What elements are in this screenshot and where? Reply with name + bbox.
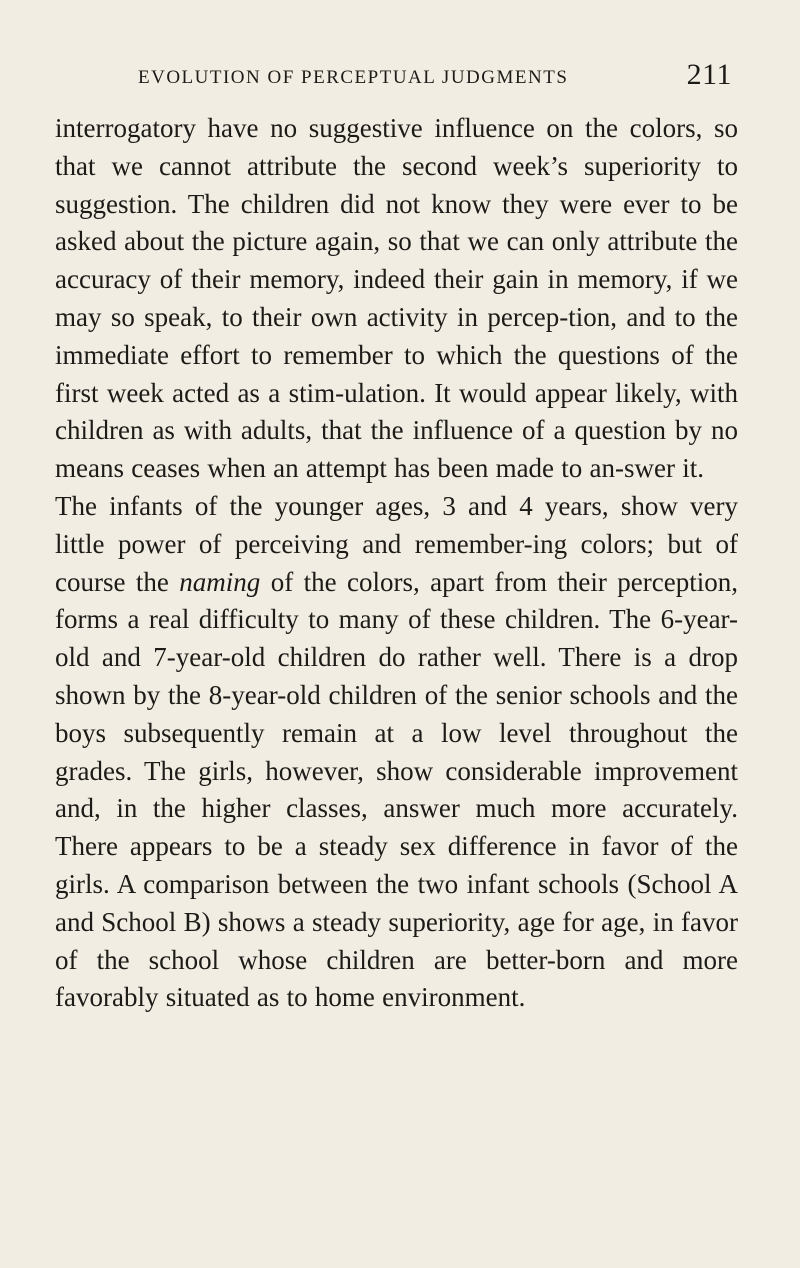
paragraph-2-text-start: The infants of the younger ages, 3 and 4 years, show very little power of perceiving and remember-ing colors; but of course the	[55, 490, 738, 597]
paragraph-1: interrogatory have no suggestive influence on the colors, so that we cannot attribute the second week’s superiority to suggestion. The children did not know they were ever to be asked about the picture again, so that we can only attribute the accuracy of their memory, indeed their gain in memory, if we may so speak, to their own activity in percep-tion, and to the immediate effort to remember to which the questions of the first week acted as a stim-ulation. It would appear likely, with children as with adults, that the influence of a question by no means ceases when an attempt has been made to an-swer it.	[55, 113, 738, 484]
paragraph-2-italic-word: naming	[179, 566, 261, 597]
running-title: EVOLUTION OF PERCEPTUAL JUDGMENTS	[138, 67, 569, 88]
paragraph-2-text-end: of the colors, apart from their perception, forms a real difficulty to many of these children. The 6-year-old and 7-year-old children do rather well. There is a drop shown by the 8-year-old children of the senior schools and the boys subsequently remain at a low level throughout the grades. The girls, however, show considerable improvement and, in the higher classes, answer much more accurately. There appears to be a steady sex difference in favor of the girls. A comparison between the two infant schools (School A and School B) shows a steady superiority, age for age, in favor of the school whose children are better-born and more favorably situated as to home environment.	[55, 566, 738, 1013]
page-number: 211	[686, 58, 732, 91]
paragraph-2	[55, 488, 738, 1017]
body-text	[55, 110, 738, 1017]
